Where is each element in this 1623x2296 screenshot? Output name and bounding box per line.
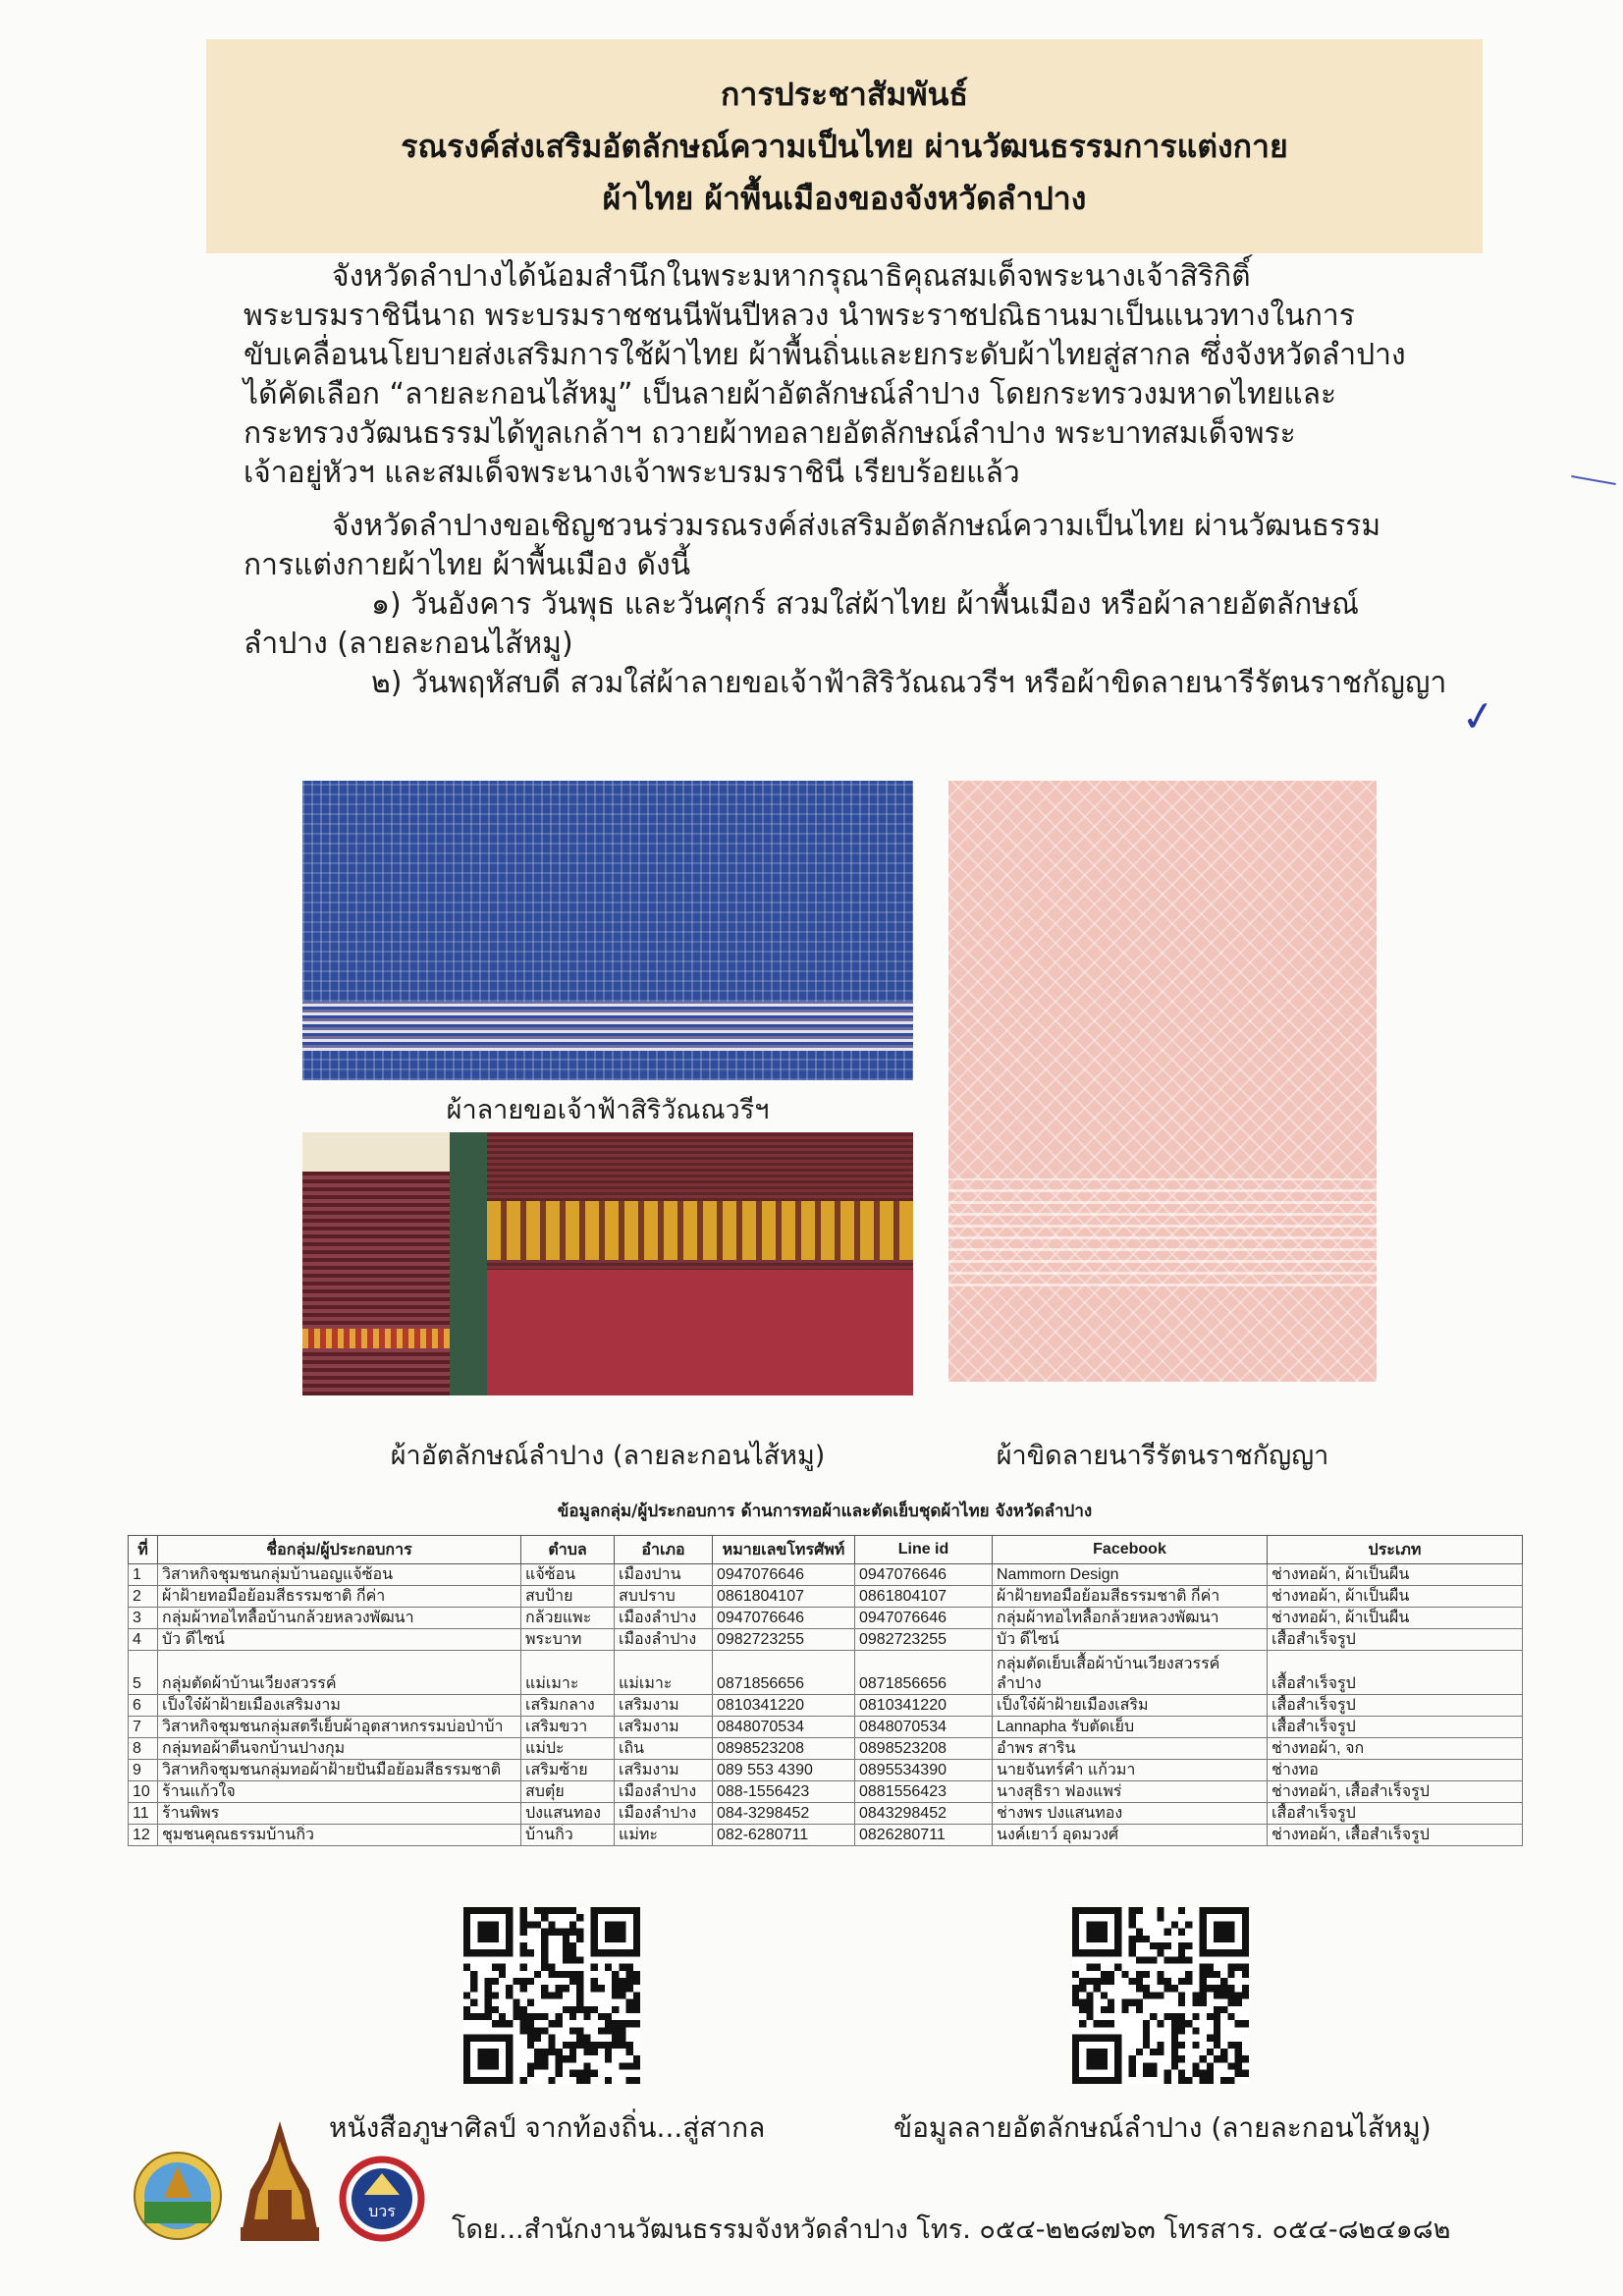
table-row <box>129 1825 1523 1846</box>
table-row <box>129 1781 1523 1803</box>
paragraph1-line3: ขับเคลื่อนนโยบายส่งเสริมการใช้ผ้าไทย ผ้าพื้นถิ่นและยกระดับผ้าไทยสู่สากล ซึ่งจังหวัดลำปาง <box>243 338 1406 372</box>
table-cell: 084-3298452 <box>713 1803 855 1825</box>
table-cell: นงค์เยาว์ อุดมวงศ์ <box>993 1825 1268 1846</box>
table-body <box>129 1564 1523 1846</box>
table-cell: แม่เมาะ <box>615 1651 713 1695</box>
footer-contact: โดย...สำนักงานวัฒนธรรมจังหวัดลำปาง โทร. ๐๕๔-๒๒๘๗๖๓ โทรสาร. ๐๕๔-๘๒๔๑๘๒ <box>452 2214 1451 2245</box>
table-cell: เมืองลำปาง <box>615 1803 713 1825</box>
table-cell: 0982723255 <box>855 1629 993 1651</box>
table-cell: ช่างทอผ้า, เสื้อสำเร็จรูป <box>1268 1781 1523 1803</box>
table-row <box>129 1695 1523 1717</box>
table-cell: บัว ดีไซน์ <box>993 1629 1268 1651</box>
table-cell: กลุ่มตัดผ้าบ้านเวียงสวรรค์ <box>158 1651 521 1695</box>
table-cell: ช่างทอผ้า, เสื้อสำเร็จรูป <box>1268 1825 1523 1846</box>
table-cell: อำพร สาริน <box>993 1738 1268 1760</box>
caption-blue-fabric: ผ้าลายขอเจ้าฟ้าสิริวัณณวรีฯ <box>446 1095 770 1125</box>
table-cell: เมืองลำปาง <box>615 1629 713 1651</box>
table-cell: เมืองปาน <box>615 1564 713 1586</box>
table-cell: 0826280711 <box>855 1825 993 1846</box>
table-cell: ร้านแก้วใจ <box>158 1781 521 1803</box>
table-cell: สบป้าย <box>521 1586 615 1608</box>
banner-title-line3: ผ้าไทย ผ้าพื้นเมืองของจังหวัดลำปาง <box>602 180 1087 217</box>
pen-mark <box>1571 475 1616 485</box>
table-cell: 0861804107 <box>713 1586 855 1608</box>
table-cell: ช่างพร ปงแสนทอง <box>993 1803 1268 1825</box>
table-cell: Nammorn Design <box>993 1564 1268 1586</box>
table-cell: 0848070534 <box>855 1717 993 1738</box>
table-row <box>129 1564 1523 1586</box>
fabric-image-blue <box>302 781 913 1080</box>
table-cell: 0947076646 <box>713 1608 855 1629</box>
table-row <box>129 1738 1523 1760</box>
table-cell: เสื้อสำเร็จรูป <box>1268 1803 1523 1825</box>
table-cell: เสริมขวา <box>521 1717 615 1738</box>
table-cell: 0881556423 <box>855 1781 993 1803</box>
table-cell: 1 <box>129 1564 158 1586</box>
table-cell: เสริมกลาง <box>521 1695 615 1717</box>
fabric-image-pink <box>948 781 1377 1382</box>
table-row <box>129 1803 1523 1825</box>
table-header-cell: Facebook <box>993 1536 1268 1564</box>
table-cell: 0810341220 <box>855 1695 993 1717</box>
business-table <box>128 1535 1523 1846</box>
table-cell: 5 <box>129 1651 158 1695</box>
table-header-cell: อำเภอ <box>615 1536 713 1564</box>
qr-code-right[interactable] <box>1072 1907 1249 2084</box>
table-cell: 0947076646 <box>855 1608 993 1629</box>
fabric-image-red <box>302 1132 913 1395</box>
table-cell: ช่างทอผ้า, ผ้าเป็นผืน <box>1268 1564 1523 1586</box>
table-row <box>129 1760 1523 1781</box>
table-cell: เสริมงาม <box>615 1760 713 1781</box>
table-cell: เป็งใจ๋ผ้าฝ้ายเมืองเสริมงาม <box>158 1695 521 1717</box>
table-cell: เสื้อสำเร็จรูป <box>1268 1717 1523 1738</box>
paragraph1-line6: เจ้าอยู่หัวฯ และสมเด็จพระนางเจ้าพระบรมราชินี เรียบร้อยแล้ว <box>243 456 1020 490</box>
table-cell: 7 <box>129 1717 158 1738</box>
bowon-logo-text: บวร <box>368 2202 396 2220</box>
table-cell: 2 <box>129 1586 158 1608</box>
table-cell: เสริมซ้าย <box>521 1760 615 1781</box>
table-cell: ช่างทอผ้า, ผ้าเป็นผืน <box>1268 1586 1523 1608</box>
table-row <box>129 1717 1523 1738</box>
table-cell: แม่ปะ <box>521 1738 615 1760</box>
body-text <box>243 257 1471 703</box>
list-item2: ๒) วันพฤหัสบดี สวมใส่ผ้าลายขอเจ้าฟ้าสิริวัณณวรีฯ หรือผ้าขิดลายนารีรัตนราชกัญญา <box>371 666 1447 700</box>
table-cell: เสื้อสำเร็จรูป <box>1268 1695 1523 1717</box>
table-cell: 0871856656 <box>713 1651 855 1695</box>
table-cell: บัว ดีไซน์ <box>158 1629 521 1651</box>
table-cell: ช่างทอผ้า, จก <box>1268 1738 1523 1760</box>
table-cell: 0898523208 <box>713 1738 855 1760</box>
table-row <box>129 1651 1523 1695</box>
table-cell: พระบาท <box>521 1629 615 1651</box>
table-cell: ผ้าฝ้ายทอมือย้อมสีธรรมชาติ กี่ค่า <box>993 1586 1268 1608</box>
table-cell: เสริมงาม <box>615 1717 713 1738</box>
list-item1-line2: ลำปาง (ลายละกอนไส้หมู) <box>243 627 573 661</box>
qr-code-left[interactable] <box>463 1907 640 2084</box>
table-cell: 089 553 4390 <box>713 1760 855 1781</box>
paragraph2-line1: จังหวัดลำปางขอเชิญชวนร่วมรณรงค์ส่งเสริมอัตลักษณ์ความเป็นไทย ผ่านวัฒนธรรม <box>332 509 1381 543</box>
table-cell: 0947076646 <box>713 1564 855 1586</box>
table-header-cell: ที่ <box>129 1536 158 1564</box>
table-cell: กลุ่มผ้าทอไทลื้อบ้านกล้วยหลวงพัฒนา <box>158 1608 521 1629</box>
qr-left-caption: หนังสือภูษาศิลป์ จากท้องถิ่น...สู่สากล <box>329 2111 766 2144</box>
table-cell: 11 <box>129 1803 158 1825</box>
banner-title-line2: รณรงค์ส่งเสริมอัตลักษณ์ความเป็นไทย ผ่านวัฒนธรรมการแต่งกาย <box>401 128 1288 165</box>
table-cell: 3 <box>129 1608 158 1629</box>
culture-ministry-logo <box>241 2121 319 2244</box>
table-cell: แจ้ซ้อน <box>521 1564 615 1586</box>
table-cell: กลุ่มทอผ้าตีนจกบ้านปางกุม <box>158 1738 521 1760</box>
table-cell: นายจันทร์คำ แก้วมา <box>993 1760 1268 1781</box>
paragraph1-line1: จังหวัดลำปางได้น้อมสำนึกในพระมหากรุณาธิคุณสมเด็จพระนางเจ้าสิริกิติ์ <box>332 259 1251 294</box>
bowon-logo <box>339 2156 425 2242</box>
table-cell: 9 <box>129 1760 158 1781</box>
table-cell: 4 <box>129 1629 158 1651</box>
table-cell: 0848070534 <box>713 1717 855 1738</box>
table-cell: กลุ่มตัดเย็บเสื้อผ้าบ้านเวียงสวรรค์ ลำปาง <box>993 1651 1268 1695</box>
header-banner <box>206 39 1483 253</box>
table-cell: วิสาหกิจชุมชนกลุ่มสตรีเย็บผ้าอุตสาหกรรมบ่อป่าบ้า <box>158 1717 521 1738</box>
table-cell: กลุ่มผ้าทอไทลื้อกล้วยหลวงพัฒนา <box>993 1608 1268 1629</box>
table-header-cell: ตำบล <box>521 1536 615 1564</box>
table-cell: วิสาหกิจชุมชนกลุ่มทอผ้าฝ้ายปั่นมือย้อมสีธรรมชาติ <box>158 1760 521 1781</box>
banner-title-line1: การประชาสัมพันธ์ <box>720 76 969 113</box>
table-cell: เป็งใจ๋ผ้าฝ้ายเมืองเสริม <box>993 1695 1268 1717</box>
table-cell: Lannapha รับตัดเย็บ <box>993 1717 1268 1738</box>
provincial-seal-logo <box>133 2151 223 2241</box>
qr-right-caption: ข้อมูลลายอัตลักษณ์ลำปาง (ลายละกอนไส้หมู) <box>893 2111 1432 2144</box>
table-header-cell: ประเภท <box>1268 1536 1523 1564</box>
table-cell: 10 <box>129 1781 158 1803</box>
paragraph1-line4: ได้คัดเลือก “ลายละกอนไส้หมู” เป็นลายผ้าอัตลักษณ์ลำปาง โดยกระทรวงมหาดไทยและ <box>243 377 1337 411</box>
table-cell: 0843298452 <box>855 1803 993 1825</box>
table-cell: วิสาหกิจชุมชนกลุ่มบ้านอญแจ้ซ้อน <box>158 1564 521 1586</box>
table-cell: ช่างทอผ้า, ผ้าเป็นผืน <box>1268 1608 1523 1629</box>
table-cell: เมืองลำปาง <box>615 1781 713 1803</box>
table-cell: สบปราบ <box>615 1586 713 1608</box>
table-cell: 0895534390 <box>855 1760 993 1781</box>
paragraph1-line5: กระทรวงวัฒนธรรมได้ทูลเกล้าฯ ถวายผ้าทอลายอัตลักษณ์ลำปาง พระบาทสมเด็จพระ <box>243 416 1296 451</box>
table-cell: 0947076646 <box>855 1564 993 1586</box>
table-cell: 0810341220 <box>713 1695 855 1717</box>
table-cell: ผ้าฝ้ายทอมือย้อมสีธรรมชาติ กี่ค่า <box>158 1586 521 1608</box>
paragraph2-line2: การแต่งกายผ้าไทย ผ้าพื้นเมือง ดังนี้ <box>243 548 691 582</box>
table-cell: แม่เมาะ <box>521 1651 615 1695</box>
table-row <box>129 1586 1523 1608</box>
table-cell: 082-6280711 <box>713 1825 855 1846</box>
table-header-cell: Line id <box>855 1536 993 1564</box>
table-cell: เสริมงาม <box>615 1695 713 1717</box>
list-item1-line1: ๑) วันอังคาร วันพุธ และวันศุกร์ สวมใส่ผ้าไทย ผ้าพื้นเมือง หรือผ้าลายอัตลักษณ์ <box>371 587 1359 622</box>
table-row <box>129 1608 1523 1629</box>
table-cell: แม่ทะ <box>615 1825 713 1846</box>
table-row <box>129 1629 1523 1651</box>
caption-pink-fabric: ผ้าขิดลายนารีรัตนราชกัญญา <box>996 1441 1329 1471</box>
table-header-cell: หมายเลขโทรศัพท์ <box>713 1536 855 1564</box>
table-cell: 0982723255 <box>713 1629 855 1651</box>
table-cell: 0871856656 <box>855 1651 993 1695</box>
table-cell: 088-1556423 <box>713 1781 855 1803</box>
table-header-cell: ชื่อกลุ่ม/ผู้ประกอบการ <box>158 1536 521 1564</box>
table-header-row <box>129 1536 1523 1564</box>
table-cell: กล้วยแพะ <box>521 1608 615 1629</box>
table-cell: ช่างทอ <box>1268 1760 1523 1781</box>
table-cell: 12 <box>129 1825 158 1846</box>
table-cell: เสื้อสำเร็จรูป <box>1268 1629 1523 1651</box>
table-cell: เถิน <box>615 1738 713 1760</box>
table-cell: 0861804107 <box>855 1586 993 1608</box>
table-cell: ชุมชนคุณธรรมบ้านกิ่ว <box>158 1825 521 1846</box>
table-title: ข้อมูลกลุ่ม/ผู้ประกอบการ ด้านการทอผ้าและตัดเย็บชุดผ้าไทย จังหวัดลำปาง <box>557 1502 1093 1521</box>
table-cell: เมืองลำปาง <box>615 1608 713 1629</box>
table-cell: 6 <box>129 1695 158 1717</box>
table-cell: 0898523208 <box>855 1738 993 1760</box>
table-cell: สบตุ๋ย <box>521 1781 615 1803</box>
table-cell: 8 <box>129 1738 158 1760</box>
table-cell: เสื้อสำเร็จรูป <box>1268 1651 1523 1695</box>
table-cell: ร้านพิพร <box>158 1803 521 1825</box>
caption-red-fabric: ผ้าอัตลักษณ์ลำปาง (ลายละกอนไส้หมู) <box>390 1441 826 1471</box>
handwritten-check-mark: ✓ <box>1457 689 1499 743</box>
table-cell: บ้านกิ่ว <box>521 1825 615 1846</box>
table-cell: ปงแสนทอง <box>521 1803 615 1825</box>
paragraph1-line2: พระบรมราชินีนาถ พระบรมราชชนนีพันปีหลวง นำพระราชปณิธานมาเป็นแนวทางในการ <box>243 299 1355 333</box>
table-cell: นางสุธิรา ฟองแพร่ <box>993 1781 1268 1803</box>
